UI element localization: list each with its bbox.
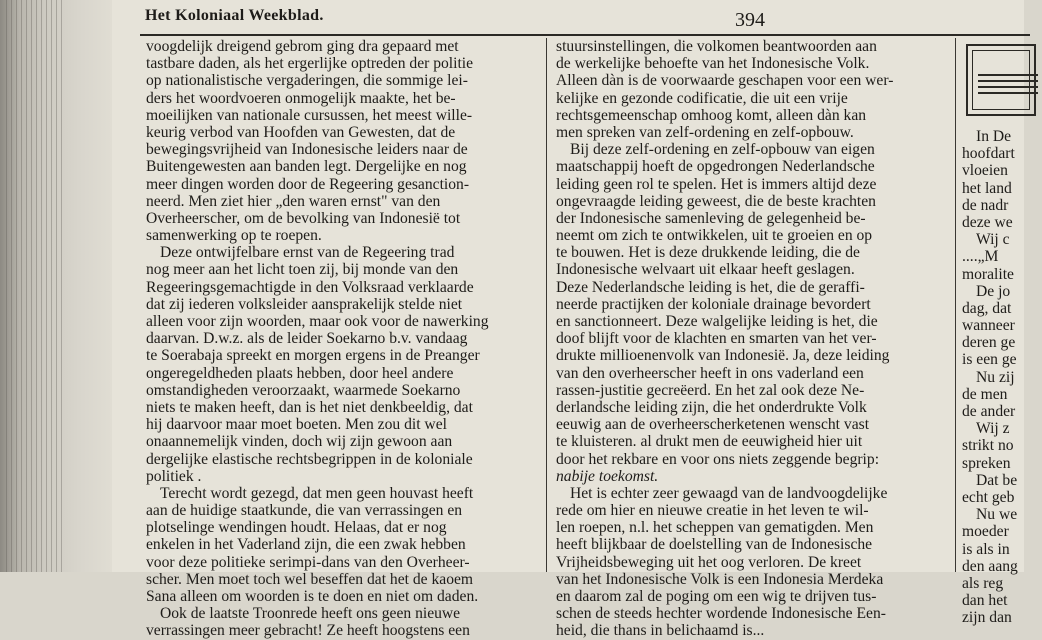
text-line: rede om hier en nieuwe creatie in het leven te wil-	[556, 502, 869, 520]
middle-column	[556, 38, 952, 640]
text-line: keurig verbod van Hoofden van Gewesten, dat de	[146, 123, 456, 141]
text-line: is als in	[962, 540, 1010, 558]
text-line: ....„M	[962, 248, 999, 266]
text-line: als reg	[962, 574, 1004, 592]
text-line: meer dingen worden door de Regeering gesanction-	[146, 175, 470, 193]
text-line: moeilijken van nationale cursussen, het meest wille-	[146, 106, 473, 124]
text-line: daarvan. D.w.z. als de leider Soekarno b.v. vandaag	[146, 330, 468, 348]
page-edges	[6, 0, 66, 572]
text-line: Deze Nederlandsche leiding is het, die de geraffi-	[556, 278, 865, 296]
text-line: Terecht wordt gezegd, dat men geen houvast heeft	[160, 484, 474, 502]
text-line: dergelijke elastische rechtsbegrippen in de koloniale	[146, 450, 473, 468]
text-line: Ook de laatste Troonrede heeft ons geen nieuwe	[160, 605, 461, 623]
right-column	[962, 128, 1042, 626]
text-line: De jo	[976, 282, 1011, 300]
text-line: van het Indonesische Volk is een Indonesia Merdeka	[556, 570, 884, 588]
text-line: der Indonesische samenleving de gelegenheid be-	[556, 209, 866, 227]
text-line: samenwerking op te roepen.	[146, 227, 322, 245]
page-number: 394	[735, 9, 765, 31]
text-line: Buitengewesten aan banden legt. Dergelijke en nog	[146, 158, 467, 176]
text-line: moralite	[962, 265, 1014, 283]
text-line: Wij c	[976, 231, 1010, 249]
left-column	[146, 38, 536, 640]
text-line: het land	[962, 179, 1012, 197]
text-line: de nadr	[962, 196, 1009, 214]
column-divider	[955, 38, 956, 572]
text-line: van den overheerscher heeft in ons vaderland een	[556, 364, 864, 382]
text-line: nog meer aan het licht toen zij, bij monde van den	[146, 261, 459, 279]
text-line: neemt om zich te ontwikkelen, uit te groeien en op	[556, 227, 873, 245]
text-line: deze we	[962, 213, 1013, 231]
text-line: Alleen dàn is de voorwaarde geschapen voor een wer-	[556, 72, 894, 90]
text-line: men spreken van zelf-ordening en zelf-opbouw.	[556, 123, 854, 141]
text-line: onaannemelijk vinden, doch wij zijn gewoon aan	[146, 433, 453, 451]
text-line: dag, dat	[962, 299, 1012, 317]
text-line: schen de steeds hechter wordende Indonesische Een-	[556, 605, 886, 623]
text-line: drukte millioenenvolk van Indonesië. Ja, deze leiding	[556, 347, 890, 365]
text-line: maatschappij hoeft de opgedrongen Nederlandsche	[556, 158, 875, 176]
text-line: Wij z	[976, 420, 1010, 438]
text-line: rassen-justitie gecreëerd. En het zal ook deze Ne-	[556, 381, 865, 399]
text-line: ongevraagde leiding geweest, die de beste krachten	[556, 192, 876, 210]
text-line: In De	[976, 128, 1012, 145]
text-line: rechtsgemeenschap omhoog komt, alleen dàn kan	[556, 106, 867, 124]
text-line: doof blijft voor de klachten en smarten van het ver-	[556, 330, 877, 348]
text-line: Het is echter zeer gewaagd van de landvoogdelijke	[570, 484, 888, 502]
text-line: Regeeringsgemachtigde in den Volksraad verklaarde	[146, 278, 474, 296]
text-line: te kluisteren. al drukt men de eeuwigheid hier uit	[556, 433, 863, 451]
text-line: nabije toekomst.	[556, 467, 659, 485]
text-line: Nu we	[976, 506, 1018, 524]
text-line: en daarom zal de poging om een wig te drijven tus-	[556, 588, 877, 605]
text-line: hoofdart	[962, 145, 1015, 163]
text-line: wanneer	[962, 317, 1015, 335]
text-line: vloeien	[962, 162, 1008, 180]
text-line: stuursinstellingen, die volkomen beantwoorden aan	[556, 38, 877, 55]
text-line: niets te maken heeft, dan is het niet denkbeeldig, dat	[146, 398, 473, 416]
page-header	[145, 5, 1025, 33]
column-divider	[546, 38, 547, 572]
text-line: aan de huidige staatkunde, die van verrassingen en	[146, 502, 463, 520]
text-line: te Soerabaja spreekt en morgen ergens in de Preanger	[146, 347, 480, 365]
text-line: omstandigheden veroorzaakt, waarmede Soekarno	[146, 381, 461, 399]
text-line: kelijke en gezonde codificatie, die uit een vrije	[556, 89, 848, 107]
text-line: Indonesische welvaart uit elkaar heeft geslagen.	[556, 261, 855, 279]
text-line: alleen voor zijn woorden, maar ook voor de nawerking	[146, 313, 489, 330]
text-line: door het rekbare en voor ons niets zeggende begrip:	[556, 450, 880, 468]
text-line: dan het	[962, 592, 1008, 610]
text-line: ongeregeldheden plaats hebben, door heel andere	[146, 364, 454, 382]
text-line: Deze ontwijfelbare ernst van de Regeering trad	[160, 244, 455, 262]
text-line: spreken	[962, 454, 1011, 472]
text-line: len roepen, n.l. het scheppen van gematigden. Men	[556, 519, 874, 537]
text-line: de ander	[962, 403, 1016, 420]
text-line: heeft blijkbaar de doelstelling van de Indonesische	[556, 536, 873, 554]
text-line: neerd. Men ziet hier „den waren ernst" van den	[146, 192, 441, 210]
text-line: politiek .	[146, 467, 202, 485]
text-line: echt geb	[962, 488, 1015, 506]
text-line: voor deze politieke serimpi-dans van den Overheer-	[146, 553, 470, 571]
text-line: de men	[962, 385, 1008, 403]
text-line: neerde practijken der koloniale drainage bevordert	[556, 295, 871, 313]
text-line: deren ge	[962, 334, 1016, 352]
text-line: heid, die thans in belichaamd is...	[556, 622, 765, 640]
text-line: scher. Men moet toch wel beseffen dat het de kaoem	[146, 570, 474, 588]
text-line: is een ge	[962, 351, 1017, 369]
text-line: de werkelijke behoefte van het Indonesische Volk.	[556, 55, 870, 73]
text-line: hij daarvoor maar moet boeten. Men zou dit wel	[146, 416, 447, 434]
text-line: plotselinge wendingen houdt. Helaas, dat er nog	[146, 519, 447, 537]
text-line: Vrijheidsbeweging uit het oog verloren. De kreet	[556, 553, 862, 571]
header-rule	[140, 34, 1030, 36]
text-line: enkelen in het Vaderland zijn, die een zwak hebben	[146, 536, 466, 554]
text-line: leiding geen rol te spelen. Het is immers altijd deze	[556, 175, 877, 193]
text-line: den aang	[962, 557, 1018, 575]
text-line: Bij deze zelf-ordening en zelf-opbouw van eigen	[570, 141, 875, 159]
text-line: strikt no	[962, 437, 1014, 455]
text-line: tastbare daden, als het ergerlijke optreden der politie	[146, 55, 474, 73]
text-line: derlandsche leiding zijn, die het onderdrukte Volk	[556, 398, 867, 416]
text-line: Nu zij	[976, 368, 1015, 386]
decorative-ornament	[966, 44, 1036, 116]
text-line: bewegingsvrijheid van Indonesische leiders naar de	[146, 141, 468, 159]
text-line: en sanctionneert. Deze walgelijke leiding is het, die	[556, 313, 878, 330]
text-line: verrassingen meer gebracht! Ze heeft hoogstens een	[146, 622, 470, 640]
text-line: op nationalistische vergaderingen, die sommige lei-	[146, 72, 468, 90]
text-line: voogdelijk dreigend gebrom ging dra gepaard met	[146, 38, 459, 55]
text-line: Sana alleen om woorden is te doen en niet om daden.	[146, 588, 479, 605]
text-line: moeder	[962, 523, 1009, 541]
text-line: dat zij iederen volksleider aansprakelijk stelde niet	[146, 295, 463, 313]
text-line: Dat be	[976, 471, 1018, 489]
masthead: Het Koloniaal Weekblad.	[145, 7, 324, 24]
text-line: eeuwig aan de overheerscherketenen wenscht vast	[556, 416, 870, 434]
text-line: ders het woordvoeren onmogelijk maakte, het be-	[146, 89, 456, 107]
book-binding	[0, 0, 112, 572]
text-line: te bouwen. Het is deze drukkende leiding, die de	[556, 244, 860, 262]
text-line: Overheerscher, om de bevolking van Indonesië tot	[146, 209, 461, 227]
text-line: zijn dan	[962, 609, 1012, 627]
